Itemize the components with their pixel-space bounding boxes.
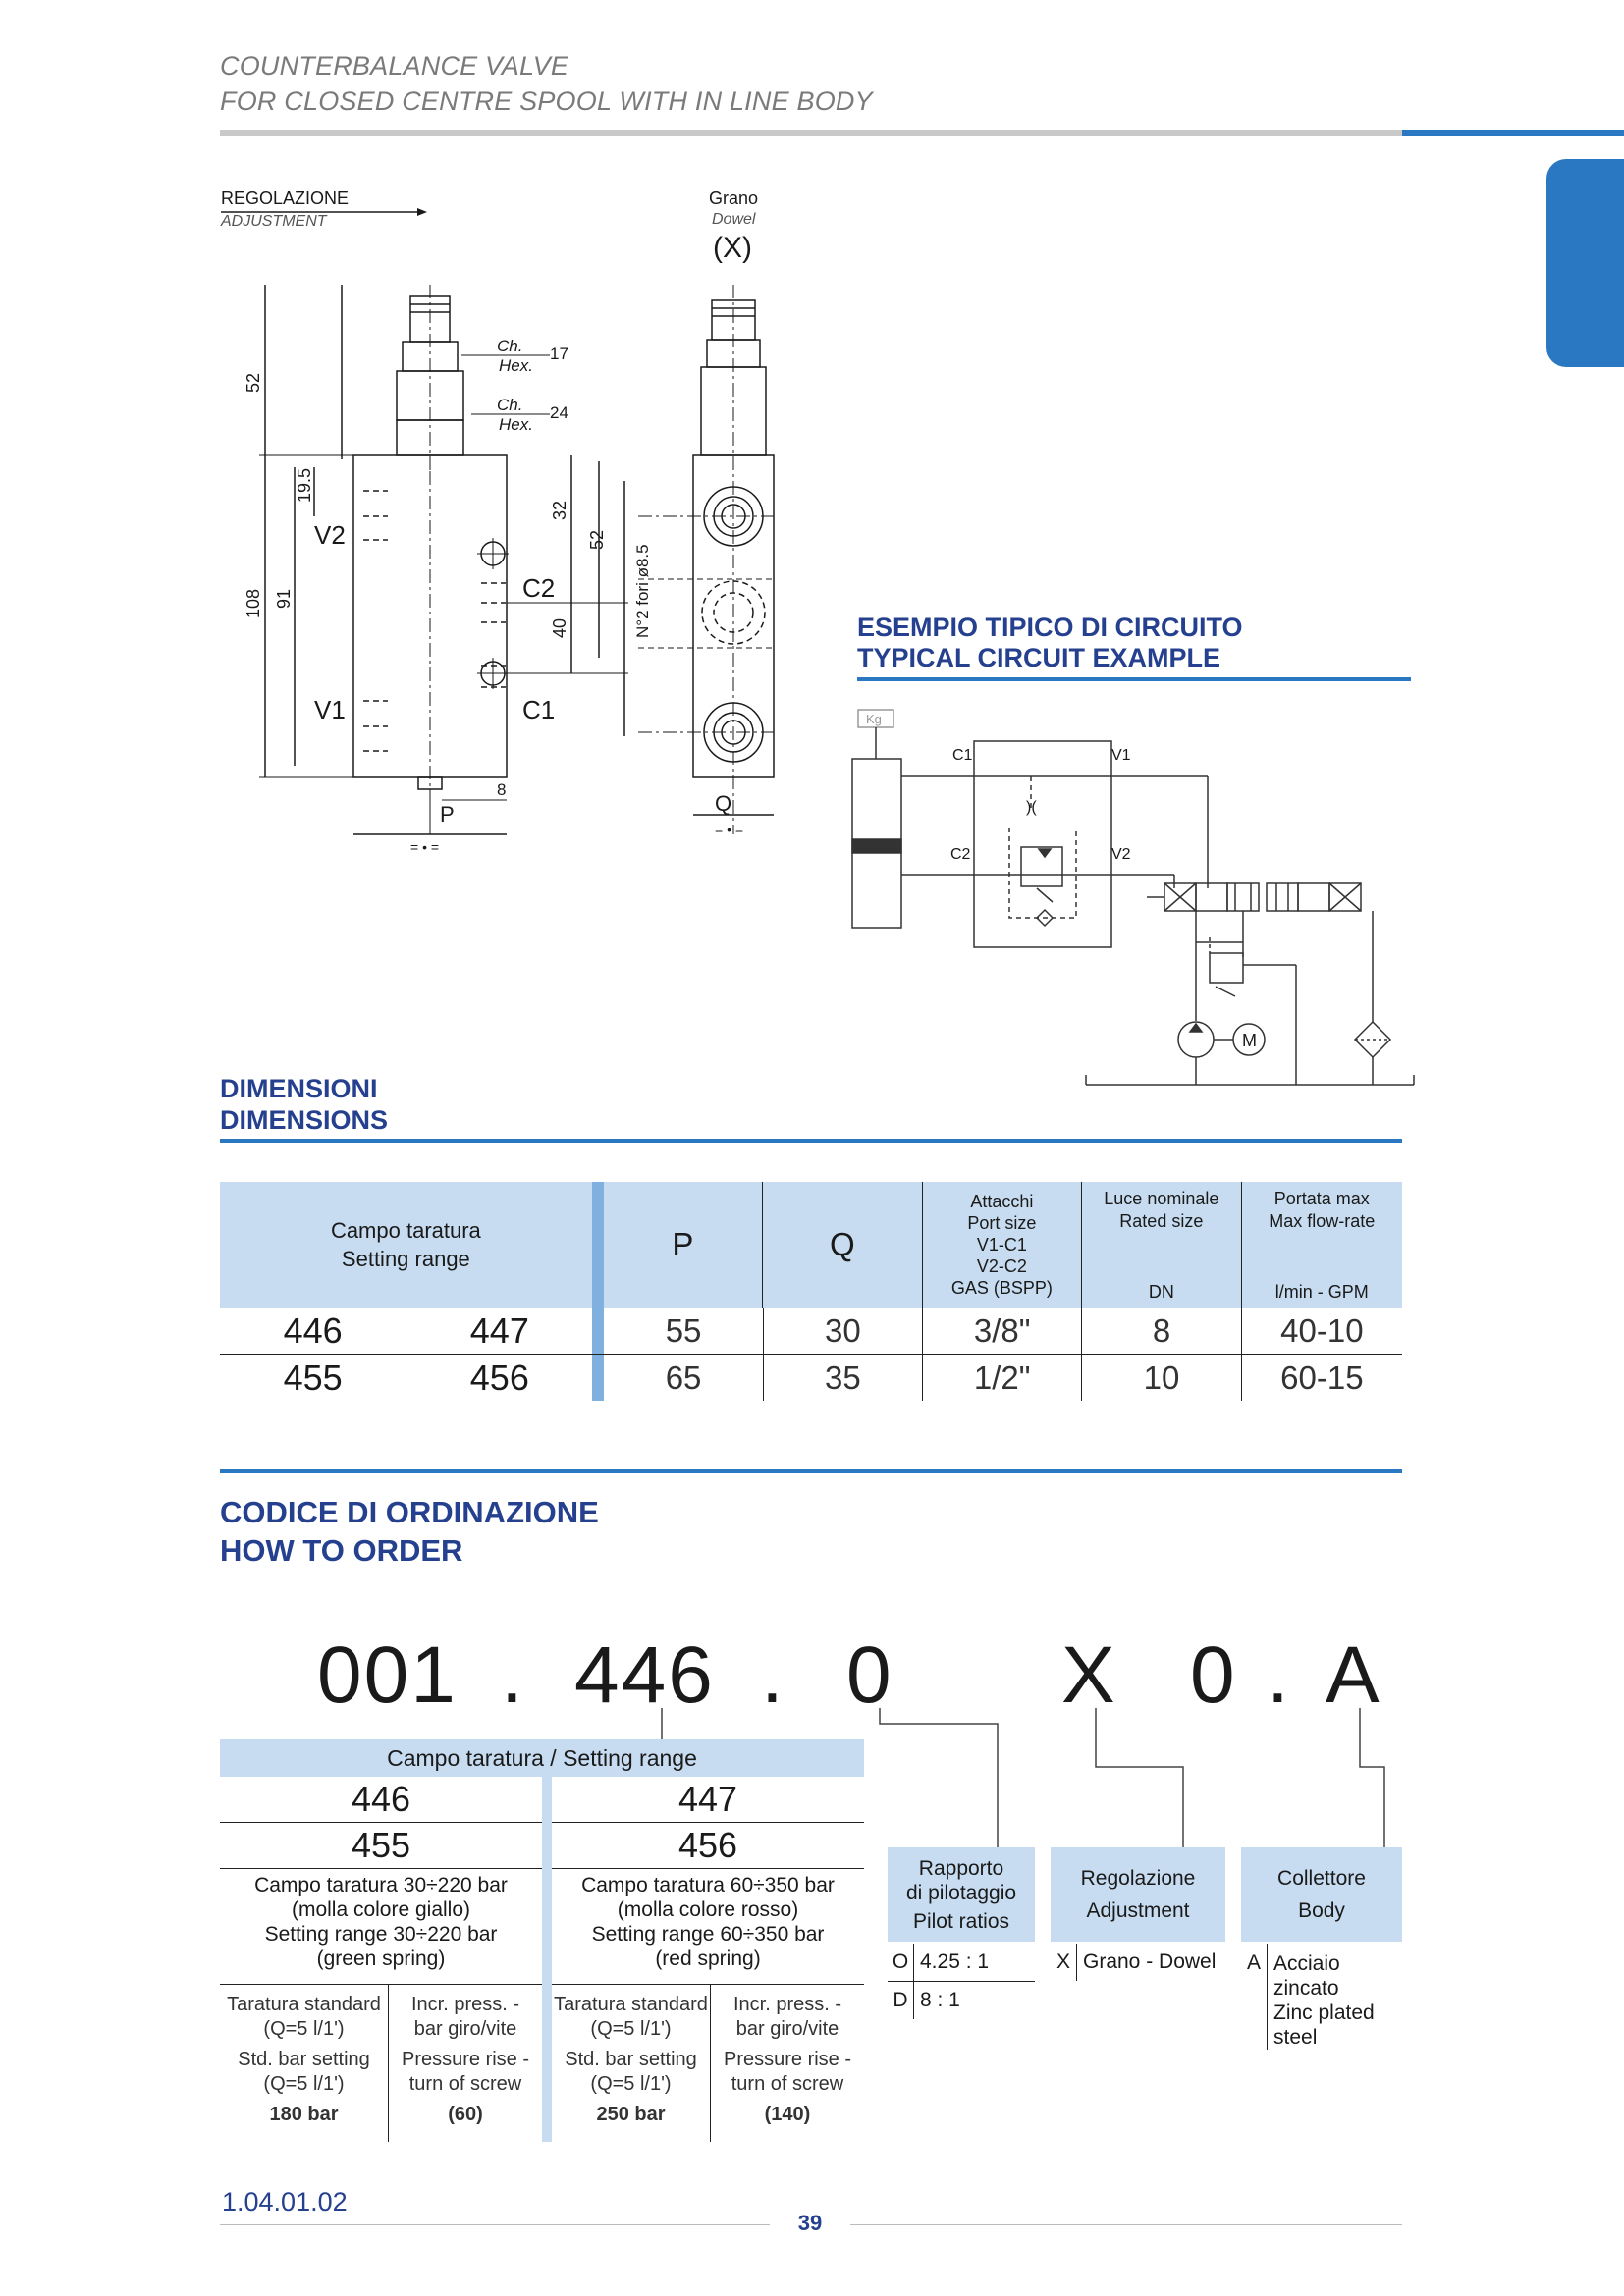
eq-mark-left: = • = <box>410 839 440 854</box>
std-en-2: (Q=5 l/1') <box>263 2073 345 2095</box>
port-c2-label: C2 <box>522 573 556 603</box>
pilot-title-2: di pilotaggio <box>905 1881 1017 1904</box>
pilot-opt1-code: O <box>892 1950 909 1973</box>
column-separator <box>592 1182 604 1308</box>
inc-en-2: turn of screw <box>408 2073 522 2095</box>
range-right-desc-en-2: (red spring) <box>655 1948 761 1970</box>
row-setting-b: 456 <box>469 1358 529 1398</box>
valve-drawing <box>216 187 825 854</box>
range-table <box>220 1777 864 2142</box>
std-it-2: (Q=5 l/1') <box>263 2018 345 2040</box>
range-left-desc-it-1: Campo taratura 30÷220 bar <box>254 1874 508 1896</box>
code-part-4: X <box>1061 1630 1117 1720</box>
range-right-desc <box>552 1869 864 1985</box>
body-header <box>1241 1847 1402 1942</box>
dowel-label-en: Dowel <box>712 211 756 228</box>
header-title-line-2: FOR CLOSED CENTRE SPOOL WITH IN LINE BODY <box>220 86 873 116</box>
header-rule-accent <box>1402 130 1624 136</box>
adjustment-options <box>1051 1944 1225 1981</box>
dim-52-top: 52 <box>244 372 263 393</box>
range-left-inc <box>389 1985 542 2142</box>
pilot-opt2-code: D <box>893 1989 908 2011</box>
rated-size-h1: Luce nominale <box>1104 1189 1219 1208</box>
inc-it-2: bar giro/vite <box>413 2018 517 2040</box>
dowel-code: (X) <box>713 232 752 264</box>
pilot-title-1: Rapporto <box>918 1856 1004 1880</box>
rated-size-h2: Rated size <box>1119 1211 1204 1231</box>
port-v2-label: V2 <box>314 520 346 550</box>
code-part-6: A <box>1326 1630 1381 1720</box>
adjust-opt1-value: Grano - Dowel <box>1076 1944 1216 1981</box>
code-part-3: 0 <box>846 1630 893 1720</box>
adjustment-label-it: REGOLAZIONE <box>221 188 350 208</box>
order-title-en: HOW TO ORDER <box>220 1533 463 1568</box>
circuit-c1: C1 <box>952 747 973 764</box>
col-rated-size <box>1082 1182 1241 1308</box>
port-p-label: P <box>440 802 455 827</box>
range-right-code-2: 456 <box>552 1823 864 1869</box>
doc-code: 1.04.01.02 <box>222 2187 348 2216</box>
adjustment-label-en: ADJUSTMENT <box>221 213 327 230</box>
std-it-2: (Q=5 l/1') <box>590 2018 672 2040</box>
rated-size-unit: DN <box>1148 1282 1174 1302</box>
table-row <box>220 1355 1402 1401</box>
range-left-code-1: 446 <box>220 1777 542 1823</box>
inc-en-1: Pressure rise - <box>401 2049 530 2070</box>
range-col-right <box>552 1777 864 2142</box>
row-p: 65 <box>604 1355 763 1401</box>
header-title-line-1: COUNTERBALANCE VALVE <box>220 51 569 80</box>
row-q: 35 <box>764 1355 923 1401</box>
code-part-5: 0 <box>1190 1630 1237 1720</box>
std-en-2: (Q=5 l/1') <box>590 2073 672 2095</box>
dim-52-mid: 52 <box>587 529 607 550</box>
row-port: 1/2" <box>923 1355 1082 1401</box>
pilot-opt1-value: 4.25 : 1 <box>913 1944 989 1981</box>
body-opt1-value <box>1267 1944 1375 2050</box>
body-opt1-value-1: Acciaio <box>1273 1952 1340 1975</box>
range-left-desc-it-2: (molla colore giallo) <box>291 1898 471 1921</box>
pilot-ratio-header <box>888 1847 1035 1942</box>
dim-91: 91 <box>274 588 294 609</box>
pilot-opt2-value: 8 : 1 <box>913 1982 960 2019</box>
adjust-opt1-code: X <box>1056 1950 1070 1973</box>
range-right-desc-it-2: (molla colore rosso) <box>617 1898 799 1921</box>
circuit-diagram <box>844 702 1424 1095</box>
kg-label: Kg <box>866 712 882 726</box>
order-title-it: CODICE DI ORDINAZIONE <box>220 1495 599 1529</box>
adjust-title-2: Adjustment <box>1086 1899 1190 1922</box>
row-flow: 40-10 <box>1280 1312 1364 1349</box>
inc-en-2: turn of screw <box>731 2073 844 2095</box>
motor-label: M <box>1242 1031 1257 1050</box>
col-port-size <box>923 1182 1082 1308</box>
table-row <box>220 1308 1402 1355</box>
std-it-1: Taratura standard <box>227 1994 381 2015</box>
hex-size-2: 24 <box>550 403 568 422</box>
port-size-h1: Attacchi <box>970 1192 1034 1211</box>
port-size-h2: Port size <box>967 1213 1037 1233</box>
footer-rule-left <box>220 2224 770 2225</box>
code-dot-2: . <box>761 1630 785 1720</box>
row-dn: 10 <box>1082 1355 1241 1401</box>
pilot-option-d <box>888 1982 1035 2019</box>
range-separator <box>542 1777 552 2142</box>
dim-19-5: 19.5 <box>295 467 314 503</box>
dimensions-table <box>220 1182 1402 1401</box>
body-options <box>1241 1944 1402 2050</box>
code-part-1: 001 <box>317 1630 458 1720</box>
range-left-desc-en-1: Setting range 30÷220 bar <box>264 1923 498 1946</box>
hex-size-1: 17 <box>550 345 568 363</box>
hex-label-2b: Hex. <box>499 415 533 434</box>
dowel-label-it: Grano <box>709 188 759 208</box>
range-right-code-1: 447 <box>552 1777 864 1823</box>
eq-mark-right: = • = <box>715 822 744 837</box>
range-right-desc-it-1: Campo taratura 60÷350 bar <box>581 1874 835 1896</box>
dim-40: 40 <box>550 617 569 638</box>
pilot-title-3: Pilot ratios <box>912 1909 1010 1933</box>
row-setting-a: 455 <box>220 1355 406 1401</box>
body-option-a <box>1241 1944 1402 2050</box>
row-dn: 8 <box>1082 1308 1241 1354</box>
max-flow-h2: Max flow-rate <box>1269 1211 1376 1231</box>
svg-text:)(: )( <box>1026 799 1037 816</box>
pilot-option-o <box>888 1944 1035 1982</box>
std-value: 250 bar <box>596 2104 666 2125</box>
body-opt1-code: A <box>1246 1951 1261 1974</box>
port-size-h5: GAS (BSPP) <box>950 1278 1053 1298</box>
adjustment-header <box>1051 1847 1225 1942</box>
port-v1-label: V1 <box>314 695 346 724</box>
hex-label-1: Ch. <box>497 337 523 355</box>
side-tab <box>1546 159 1624 367</box>
std-value: 180 bar <box>269 2104 339 2125</box>
row-setting-a: 446 <box>220 1308 406 1354</box>
dim-8: 8 <box>497 780 507 799</box>
circuit-v2: V2 <box>1111 846 1131 863</box>
hex-label-2: Ch. <box>497 396 523 414</box>
hex-label-1b: Hex. <box>499 356 533 375</box>
std-en-1: Std. bar setting <box>238 2049 370 2070</box>
code-dot-3: . <box>1267 1630 1291 1720</box>
order-rule <box>220 1469 1402 1473</box>
dimensions-header <box>220 1182 1402 1308</box>
adjust-title-1: Regolazione <box>1080 1867 1196 1890</box>
port-q-label: Q <box>715 791 732 816</box>
row-setting-b: 447 <box>469 1310 529 1351</box>
col-p: P <box>604 1182 763 1308</box>
col-setting-range <box>220 1182 592 1308</box>
inc-it-2: bar giro/vite <box>735 2018 839 2040</box>
setting-range-it: Campo taratura <box>330 1218 481 1243</box>
range-left-desc <box>220 1869 542 1985</box>
body-title-2: Body <box>1298 1899 1345 1922</box>
circuit-rule <box>857 677 1411 681</box>
range-right-desc-en-1: Setting range 60÷350 bar <box>591 1923 825 1946</box>
range-right-inc <box>711 1985 864 2142</box>
row-port: 3/8" <box>923 1308 1082 1354</box>
body-opt1-value-2: zincato <box>1273 1977 1339 2000</box>
inc-it-1: Incr. press. - <box>410 1994 520 2015</box>
inc-value: (140) <box>764 2104 811 2125</box>
max-flow-h1: Portata max <box>1273 1189 1370 1208</box>
row-q: 30 <box>764 1308 923 1354</box>
pilot-options <box>888 1944 1035 2019</box>
dimensions-title-it: DIMENSIONI <box>220 1074 378 1103</box>
range-header: Campo taratura / Setting range <box>220 1739 864 1777</box>
port-c1-label: C1 <box>522 695 556 724</box>
row-flow: 60-15 <box>1280 1360 1364 1396</box>
std-en-1: Std. bar setting <box>565 2049 697 2070</box>
body-opt1-value-3: Zinc plated <box>1273 2002 1375 2024</box>
inc-en-1: Pressure rise - <box>723 2049 852 2070</box>
row-p: 55 <box>604 1308 763 1354</box>
dim-32: 32 <box>550 500 569 520</box>
range-left-desc-en-2: (green spring) <box>316 1948 446 1970</box>
max-flow-unit: l/min - GPM <box>1274 1282 1369 1302</box>
holes-label: N°2 fori ø8.5 <box>633 544 652 638</box>
range-left-code-2: 455 <box>220 1823 542 1869</box>
col-q: Q <box>763 1182 922 1308</box>
column-separator <box>592 1308 604 1354</box>
range-right-std <box>552 1985 711 2142</box>
adjust-option-x <box>1051 1944 1225 1981</box>
dimensions-rule <box>220 1139 1402 1143</box>
range-left-std <box>220 1985 389 2142</box>
dim-108: 108 <box>244 588 263 618</box>
header-rule <box>220 130 1402 136</box>
circuit-c2: C2 <box>950 846 971 863</box>
circuit-v1: V1 <box>1111 747 1131 764</box>
body-title-1: Collettore <box>1277 1867 1366 1890</box>
dimensions-title-en: DIMENSIONS <box>220 1105 389 1135</box>
range-col-left <box>220 1777 542 2142</box>
inc-it-1: Incr. press. - <box>732 1994 842 2015</box>
port-size-h4: V2-C2 <box>976 1256 1027 1276</box>
setting-range-en: Setting range <box>341 1247 470 1271</box>
page-number: 39 <box>797 2211 823 2235</box>
body-opt1-value-4: steel <box>1273 2026 1318 2049</box>
circuit-title-en: TYPICAL CIRCUIT EXAMPLE <box>857 643 1221 672</box>
circuit-title-it: ESEMPIO TIPICO DI CIRCUITO <box>857 613 1243 642</box>
inc-value: (60) <box>448 2104 483 2125</box>
column-separator <box>592 1355 604 1401</box>
footer-rule-right <box>850 2224 1402 2225</box>
code-dot-1: . <box>501 1630 525 1720</box>
code-part-2: 446 <box>574 1630 715 1720</box>
col-max-flow <box>1242 1182 1402 1308</box>
std-it-1: Taratura standard <box>554 1994 708 2015</box>
port-size-h3: V1-C1 <box>976 1235 1027 1255</box>
